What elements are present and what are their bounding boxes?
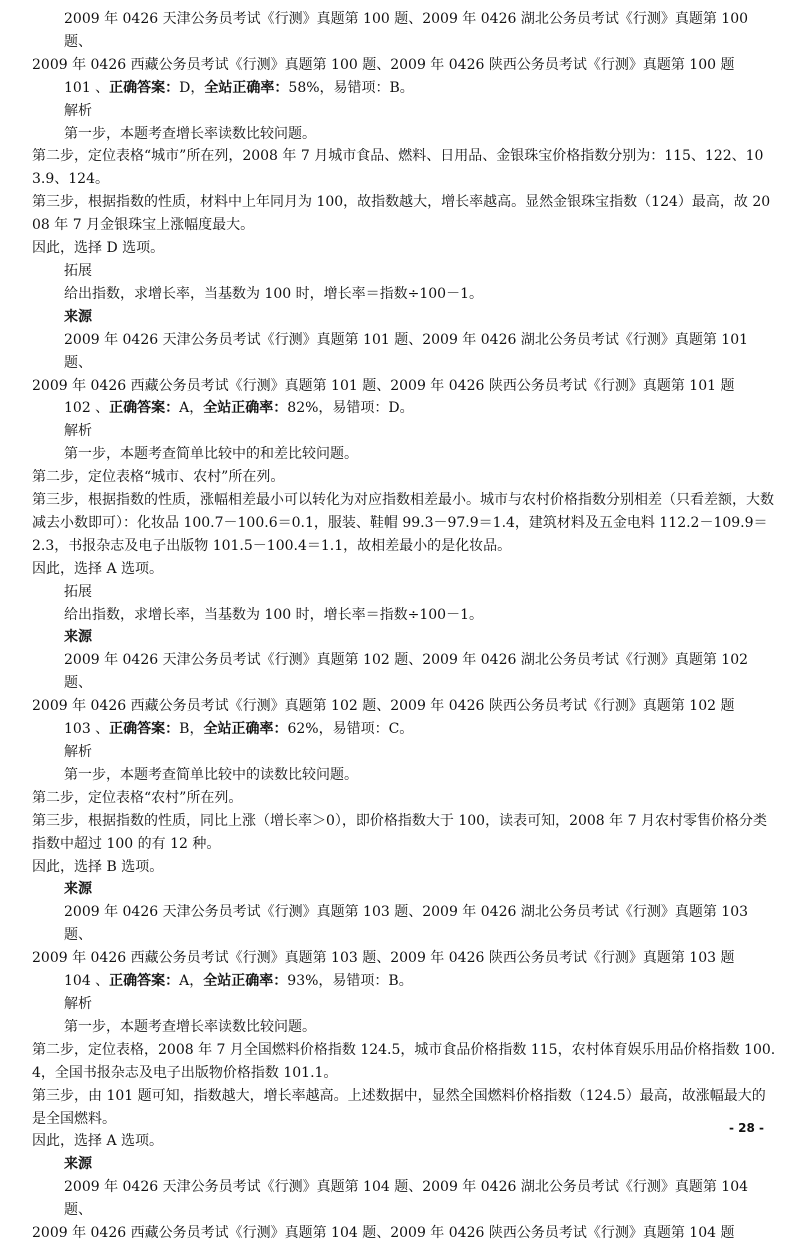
section-heading: 来源 <box>64 1156 92 1173</box>
document-page <box>32 8 776 1245</box>
text-line: 2009 年 0426 天津公务员考试《行测》真题第 101 题、2009 年 0426 湖北公务员考试《行测》真题第 101 题、 <box>64 331 753 371</box>
text-line: 第二步，定位表格“农村”所在列。 <box>32 789 243 806</box>
answer-line <box>32 970 776 993</box>
text-line: 第三步，根据指数的性质，材料中上年同月为 100，故指数越大，增长率越高。显然金银珠宝指数（124）最高，故 2008 年 7 月金银珠宝上涨幅度最大。 <box>32 194 771 234</box>
text-line: 解析 <box>64 102 92 119</box>
question-number: 102 、 <box>64 400 110 417</box>
text-line: 2009 年 0426 西藏公务员考试《行测》真题第 104 题、2009 年 0426 陕西公务员考试《行测》真题第 104 题 <box>32 1225 735 1242</box>
section-heading: 来源 <box>64 308 92 325</box>
text-line: 解析 <box>64 423 92 440</box>
question-number: 103 、 <box>64 721 110 738</box>
rate-label: 全站正确率： <box>203 400 288 417</box>
text-line: 第一步，本题考查简单比较中的读数比较问题。 <box>64 766 358 783</box>
answer-line <box>32 77 776 100</box>
text-line: 第二步，定位表格“城市、农村”所在列。 <box>32 469 285 486</box>
answer-label: 正确答案： <box>109 721 180 738</box>
answer-value: A， <box>179 973 204 990</box>
answer-label: 正确答案： <box>109 973 180 990</box>
rate-value: 58%，易错项：B。 <box>288 79 414 96</box>
rate-value: 62%，易错项：C。 <box>287 721 414 738</box>
text-line: 因此，选择 B 选项。 <box>32 858 164 875</box>
answer-label: 正确答案： <box>109 79 180 96</box>
rate-label: 全站正确率： <box>204 79 289 96</box>
text-line: 给出指数，求增长率，当基数为 100 时，增长率＝指数÷100－1。 <box>64 606 483 623</box>
answer-value: D， <box>179 79 205 96</box>
rate-value: 82%，易错项：D。 <box>287 400 414 417</box>
text-line: 拓展 <box>64 583 92 600</box>
question-number: 104 、 <box>64 973 110 990</box>
text-line: 2009 年 0426 西藏公务员考试《行测》真题第 102 题、2009 年 0426 陕西公务员考试《行测》真题第 102 题 <box>32 698 735 715</box>
answer-value: B， <box>179 721 204 738</box>
rate-label: 全站正确率： <box>203 973 288 990</box>
rate-label: 全站正确率： <box>203 721 288 738</box>
text-line: 因此，选择 A 选项。 <box>32 560 164 577</box>
text-line: 第三步，根据指数的性质，同比上涨（增长率＞0），即价格指数大于 100，读表可知，2008 年 7 月农村零售价格分类指数中超过 100 的有 12 种。 <box>32 812 767 852</box>
text-line: 拓展 <box>64 262 92 279</box>
answer-line <box>32 397 776 420</box>
text-line: 2009 年 0426 天津公务员考试《行测》真题第 100 题、2009 年 0426 湖北公务员考试《行测》真题第 100 题、 <box>64 11 753 50</box>
text-line: 解析 <box>64 995 92 1012</box>
answer-line <box>32 718 776 741</box>
text-line: 第一步，本题考查简单比较中的和差比较问题。 <box>64 446 358 463</box>
text-line: 第一步，本题考查增长率读数比较问题。 <box>64 125 316 142</box>
rate-value: 93%，易错项：B。 <box>287 973 413 990</box>
section-heading: 来源 <box>64 881 92 898</box>
section-heading: 来源 <box>64 629 92 646</box>
text-line: 2009 年 0426 西藏公务员考试《行测》真题第 100 题、2009 年 0426 陕西公务员考试《行测》真题第 100 题 <box>32 56 735 73</box>
text-line: 给出指数，求增长率，当基数为 100 时，增长率＝指数÷100－1。 <box>64 285 483 302</box>
page-number: - 28 - <box>728 1121 764 1135</box>
answer-value: A， <box>179 400 204 417</box>
text-line: 因此，选择 D 选项。 <box>32 240 165 257</box>
text-line: 2009 年 0426 天津公务员考试《行测》真题第 103 题、2009 年 0426 湖北公务员考试《行测》真题第 103 题、 <box>64 904 753 944</box>
text-line: 第三步，根据指数的性质，涨幅相差最小可以转化为对应指数相差最小。城市与农村价格指数分别相差（只看差额，大数减去小数即可）：化妆品 100.7－100.6＝0.1，服装、鞋帽 99.3－97.9＝1.4，建筑材料及五金电料 112.2－109.9＝2.3，书报杂志及电子出版物 101.5－100.4＝1.1，故相差最小的是化妆品。 <box>32 492 774 554</box>
question-number: 101 、 <box>64 79 110 96</box>
text-line: 第一步，本题考查增长率读数比较问题。 <box>64 1018 316 1035</box>
text-line: 2009 年 0426 天津公务员考试《行测》真题第 102 题、2009 年 0426 湖北公务员考试《行测》真题第 102 题、 <box>64 652 753 692</box>
text-line: 第二步，定位表格，2008 年 7 月全国燃料价格指数 124.5，城市食品价格指数 115，农村体育娱乐用品价格指数 100.4，全国书报杂志及电子出版物价格指数 101.1。 <box>32 1041 776 1081</box>
text-line: 2009 年 0426 西藏公务员考试《行测》真题第 101 题、2009 年 0426 陕西公务员考试《行测》真题第 101 题 <box>32 377 735 394</box>
text-line: 2009 年 0426 西藏公务员考试《行测》真题第 103 题、2009 年 0426 陕西公务员考试《行测》真题第 103 题 <box>32 950 735 967</box>
text-line: 因此，选择 A 选项。 <box>32 1133 164 1150</box>
text-line: 2009 年 0426 天津公务员考试《行测》真题第 104 题、2009 年 0426 湖北公务员考试《行测》真题第 104 题、 <box>64 1179 753 1219</box>
text-line: 解析 <box>64 744 92 760</box>
answer-label: 正确答案： <box>109 400 180 417</box>
text-line: 第二步，定位表格“城市”所在列，2008 年 7 月城市食品、燃料、日用品、金银珠宝价格指数分别为：115、122、103.9、124。 <box>32 148 764 188</box>
text-line: 第三步，由 101 题可知，指数越大，增长率越高。上述数据中，显然全国燃料价格指数（124.5）最高，故涨幅最大的是全国燃料。 <box>32 1087 766 1127</box>
